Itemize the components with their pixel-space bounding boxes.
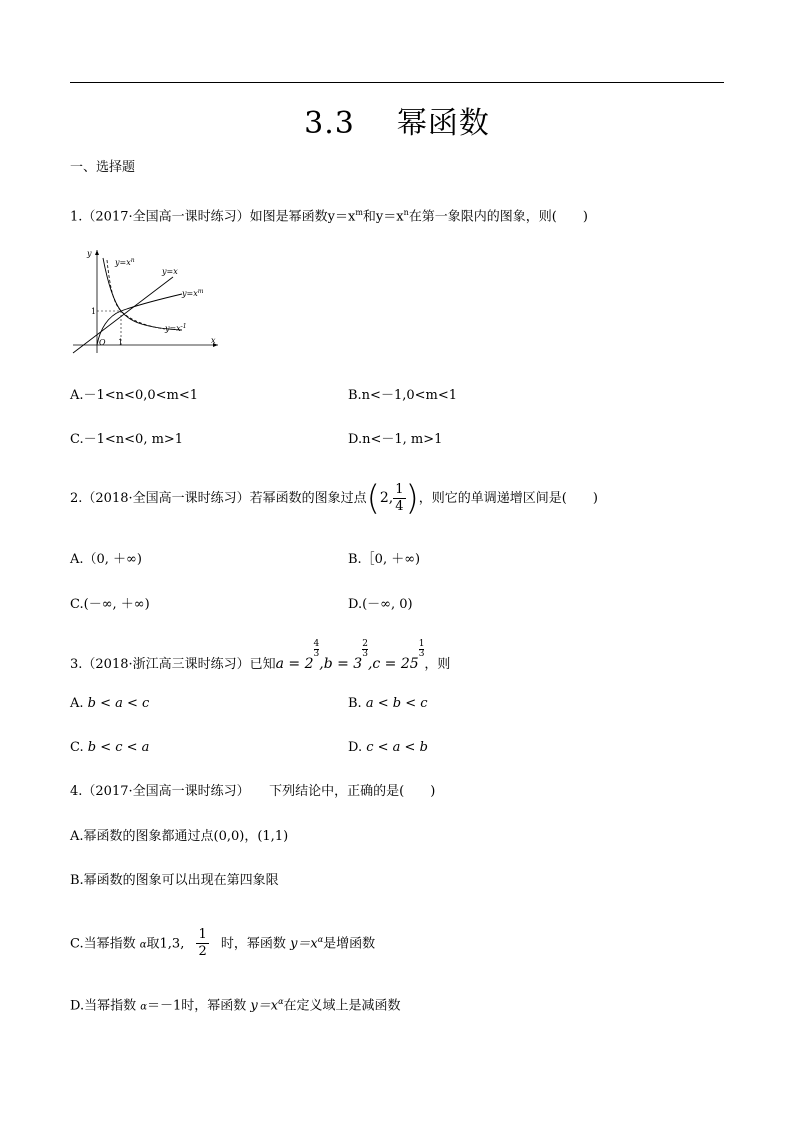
label-xn: $y=x^n$ bbox=[115, 257, 135, 267]
q4-c-fraction: $\frac{1}{2}$ bbox=[198, 927, 207, 960]
q2-option-c: C.(－∞, ＋∞) bbox=[70, 597, 150, 612]
header-rule bbox=[70, 82, 724, 83]
q3-option-d: D. c < a < b bbox=[348, 740, 428, 755]
q2-stem-pre: 2.（2018·全国高一课时练习）若幂函数的图象过点 bbox=[70, 491, 367, 506]
q3-stem-post: ，则 bbox=[424, 657, 451, 672]
origin-label: O bbox=[99, 338, 106, 347]
q3-option-c: C. b < c < a bbox=[70, 740, 150, 755]
q1-sup-n: n bbox=[403, 208, 409, 217]
q3-b-eq: ,b = 3 bbox=[319, 656, 363, 672]
curve-y-eq-xm bbox=[97, 294, 182, 345]
q2-option-b: B.［0, ＋∞) bbox=[348, 552, 421, 567]
q1-and: 和 bbox=[362, 209, 376, 225]
label-x-inv: $y=x^{-1}$ bbox=[165, 323, 187, 333]
q2-point-x: 2, bbox=[379, 490, 394, 506]
q4-stem: 4.（2017·全国高一课时练习） 下列结论中，正确的是( ) bbox=[70, 784, 436, 799]
q4-option-b: B.幂函数的图象可以出现在第四象限 bbox=[70, 873, 279, 888]
section-heading: 一、选择题 bbox=[70, 160, 136, 175]
label-x: y=x bbox=[162, 267, 178, 276]
title-number: 3.3 bbox=[304, 106, 355, 141]
q4-option-a: A.幂函数的图象都通过点(0,0)，(1,1) bbox=[70, 829, 289, 844]
y-axis-arrow bbox=[95, 250, 99, 255]
q1-option-c: C.－1<n<0, m>1 bbox=[70, 432, 184, 447]
q1-figure bbox=[70, 244, 222, 354]
q2-option-a: A.（0, ＋∞) bbox=[70, 552, 142, 567]
page-title bbox=[0, 98, 794, 142]
q1-y1: y＝x bbox=[327, 209, 356, 225]
q1-sup-m: m bbox=[355, 208, 363, 217]
q2-stem bbox=[70, 477, 598, 520]
q3-b-exp: $\frac{2}{3}$ bbox=[362, 639, 368, 659]
q3-stem bbox=[70, 640, 450, 680]
q2-option-d: D.(－∞, 0) bbox=[348, 597, 413, 612]
q1-option-a: A.－1<n<0,0<m<1 bbox=[70, 388, 199, 403]
q2-stem-post: ，则它的单调递增区间是( ) bbox=[418, 491, 598, 506]
q4-option-d: D.当幂指数 α＝－1时，幂函数 $y=x^\alpha$在定义域上是减函数 bbox=[70, 997, 401, 1014]
q1-y2: y＝x bbox=[375, 209, 404, 225]
label-xm: $y=x^m$ bbox=[182, 288, 204, 298]
q3-c-exp: $\frac{1}{3}$ bbox=[418, 639, 425, 659]
q3-option-a: A. b < a < c bbox=[70, 696, 150, 711]
title-text: 幂函数 bbox=[396, 106, 490, 141]
q3-option-b: B. a < b < c bbox=[348, 696, 428, 711]
y-tick-label: 1 bbox=[91, 307, 97, 316]
q3-stem-pre: 3.（2018·浙江高三课时练习）已知 bbox=[70, 657, 276, 672]
q2-fraction bbox=[393, 482, 405, 515]
q1-option-d: D.n<－1, m>1 bbox=[348, 432, 443, 447]
q2-frac-num: 1 bbox=[395, 482, 404, 497]
y-axis-label: y bbox=[87, 249, 92, 258]
q1-stem-post: 在第一象限内的图象，则( ) bbox=[408, 209, 588, 225]
q2-paren-right: ) bbox=[405, 478, 419, 519]
q2-paren-left: ( bbox=[366, 478, 380, 519]
q1-option-b: B.n<－1,0<m<1 bbox=[348, 388, 458, 403]
q3-a-exp: $\frac{4}{3}$ bbox=[313, 639, 320, 659]
q3-a-eq: a = 2 bbox=[275, 656, 314, 672]
x-axis-label: x bbox=[211, 336, 216, 345]
q2-frac-den: 4 bbox=[395, 499, 404, 514]
q4-option-c: C.当幂指数 α取1,3, $\frac{1}{2}$ 时，幂函数 $y=x^\alpha$是增函数 bbox=[70, 927, 376, 960]
q1-stem-pre: 1.（2017·全国高一课时练习）如图是幂函数 bbox=[70, 209, 328, 225]
x-tick-label: 1 bbox=[118, 338, 124, 347]
curve-y-eq-x-inv bbox=[107, 260, 165, 329]
q3-c-eq: ,c = 25 bbox=[367, 656, 419, 672]
q1-stem bbox=[70, 205, 588, 225]
